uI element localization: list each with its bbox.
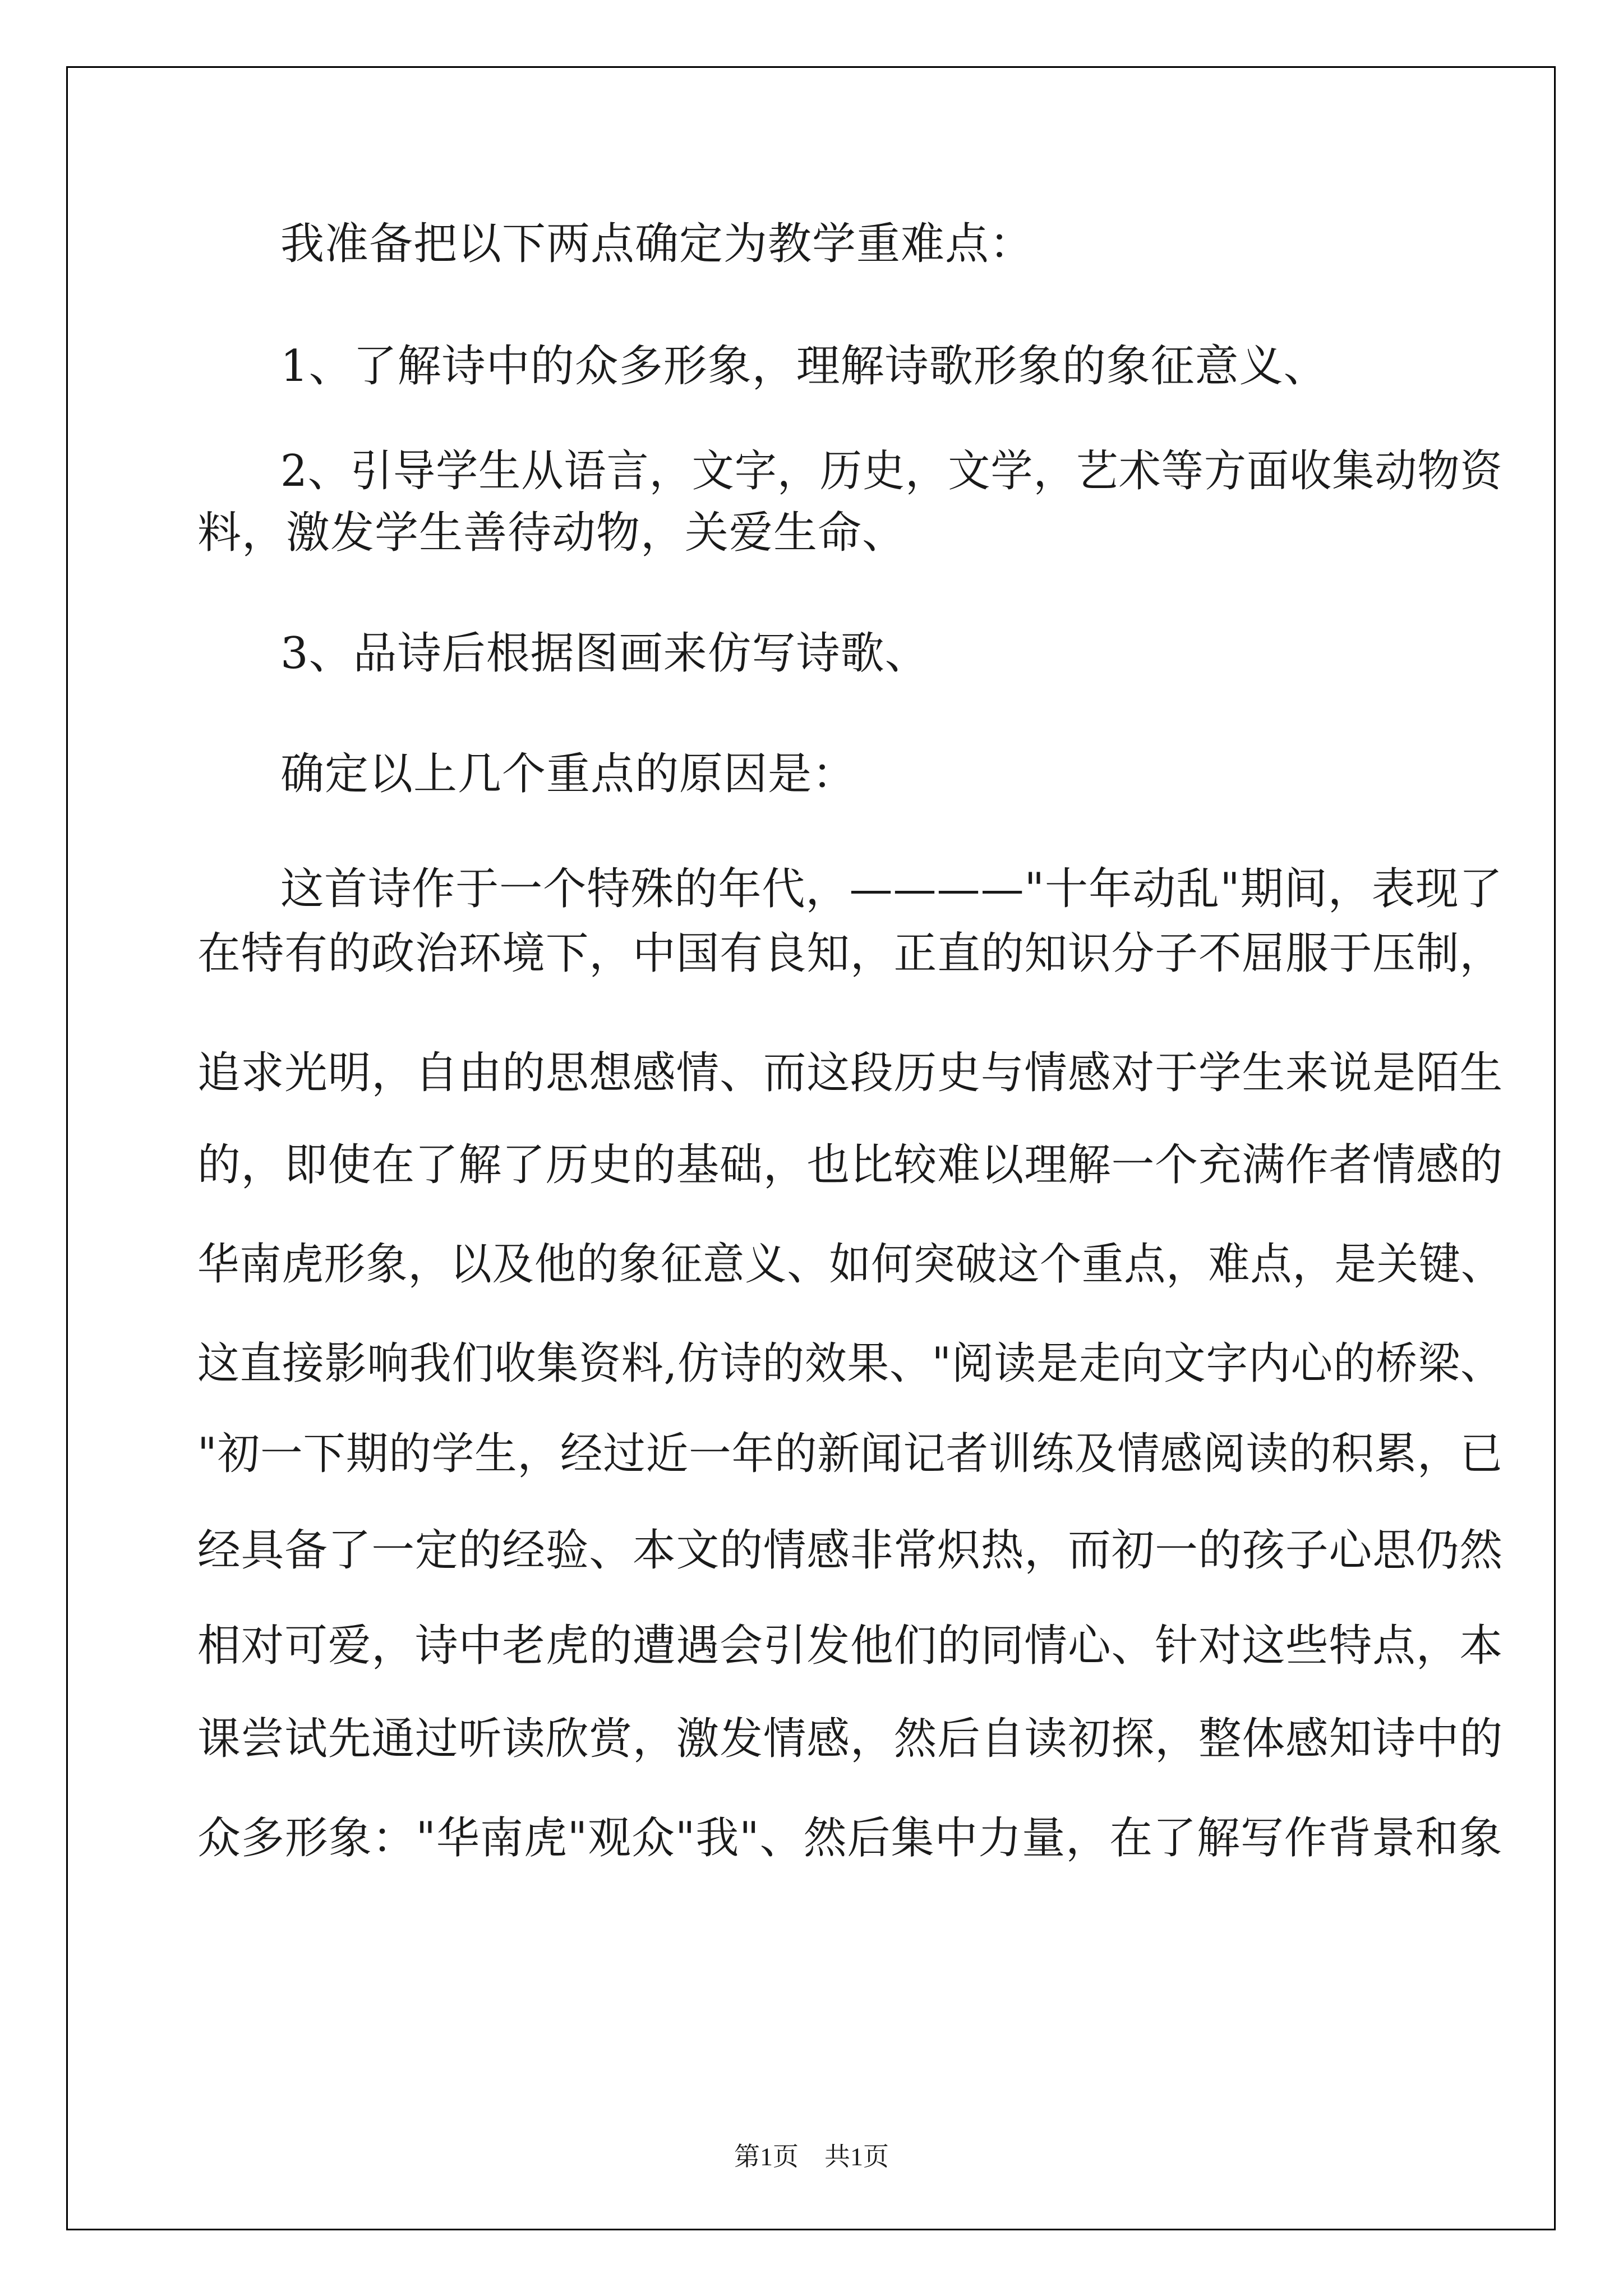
paragraph-line: 众多形象："华南虎"观众"我"、然后集中力量，在了解写作背景和象 — [197, 1813, 1503, 1864]
paragraph-line: 追求光明，自由的思想感情、而这段历史与情感对于学生来说是陌生 — [197, 1048, 1504, 1098]
paragraph-line: 这首诗作于一个特殊的年代，————"十年动乱"期间，表现了 — [280, 864, 1503, 914]
total-pages: 共1页 — [824, 2142, 889, 2171]
paragraph-line: 相对可爱，诗中老虎的遭遇会引发他们的同情心、针对这些特点，本 — [197, 1621, 1504, 1671]
paragraph-line: 这直接影响我们收集资料,仿诗的效果、"阅读是走向文字内心的桥梁、 — [197, 1338, 1503, 1389]
paragraph-line: 3、品诗后根据图画来仿写诗歌、 — [280, 628, 929, 679]
paragraph-line: 经具备了一定的经验、本文的情感非常炽热，而初一的孩子心思仍然 — [197, 1525, 1504, 1576]
paragraph-line: 料，激发学生善待动物，关爱生命、 — [197, 508, 907, 558]
paragraph-line: 的，即使在了解了历史的基础，也比较难以理解一个充满作者情感的 — [197, 1140, 1504, 1190]
paragraph-line: 我准备把以下两点确定为教学重难点： — [280, 219, 1034, 269]
page-footer — [0, 2140, 1623, 2174]
page-number: 第1页 — [734, 2142, 799, 2171]
paragraph-line: 2、引导学生从语言，文字，历史，文学，艺术等方面收集动物资 — [280, 446, 1503, 496]
paragraph-line: 课尝试先通过听读欣赏，激发情感，然后自读初探，整体感知诗中的 — [197, 1714, 1504, 1764]
paragraph-line: 1、了解诗中的众多形象，理解诗歌形象的象征意义、 — [280, 341, 1328, 392]
paragraph-line: 确定以上几个重点的原因是： — [280, 749, 857, 799]
paragraph-line: "初一下期的学生，经过近一年的新闻记者训练及情感阅读的积累，已 — [197, 1429, 1503, 1479]
paragraph-line: 在特有的政治环境下，中国有良知，正直的知识分子不屈服于压制， — [197, 928, 1504, 979]
paragraph-line: 华南虎形象，以及他的象征意义、如何突破这个重点，难点，是关键、 — [197, 1239, 1504, 1290]
